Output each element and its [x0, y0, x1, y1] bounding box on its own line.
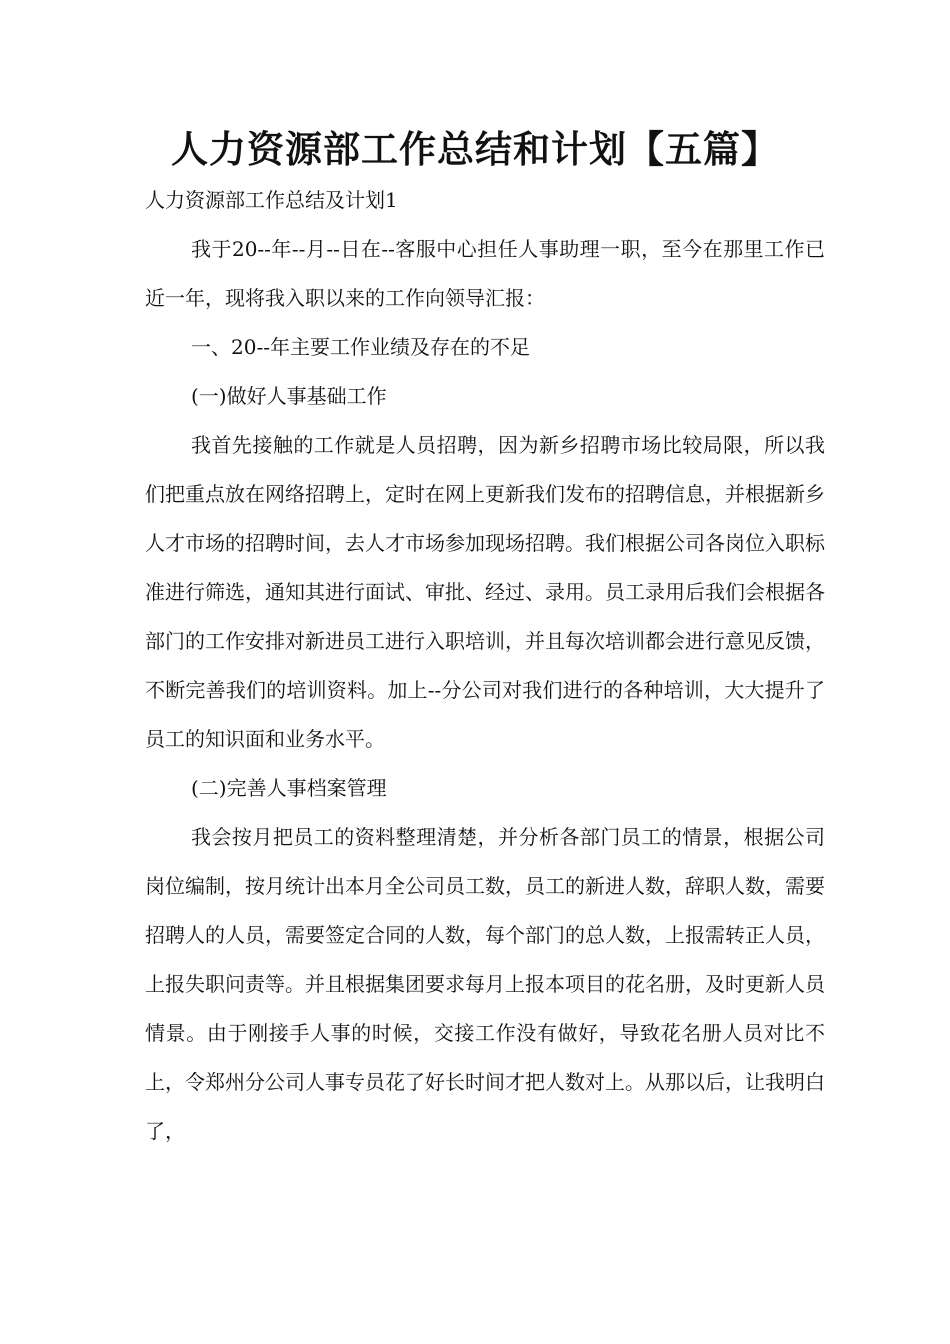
paragraph: 我首先接触的工作就是人员招聘，因为新乡招聘市场比较局限，所以我们把重点放在网络招聘上，定时在网上更新我们发布的招聘信息，并根据新乡人才市场的招聘时间，去人才市场参加现场招聘。我们根据公司各岗位入职标准进行筛选，通知其进行面试、审批、经过、录用。员工录用后我们会根据各部门的工作安排对新进员工进行入职培训，并且每次培训都会进行意见反馈，不断完善我们的培训资料。加上--分公司对我们进行的各种培训，大大提升了员工的知识面和业务水平。: [145, 433, 825, 751]
document-body: [145, 176, 825, 1156]
section-heading: 一、20--年主要工作业绩及存在的不足: [191, 335, 530, 359]
section-subtitle: 人力资源部工作总结及计划1: [145, 188, 398, 212]
document-title: 人力资源部工作总结和计划【五篇】: [171, 128, 779, 171]
subsection-heading: (二)完善人事档案管理: [191, 776, 387, 800]
paragraph: 我会按月把员工的资料整理清楚，并分析各部门员工的情景，根据公司岗位编制，按月统计出本月全公司员工数，员工的新进人数，辞职人数，需要招聘人的人员，需要签定合同的人数，每个部门的总人数，上报需转正人员，上报失职问责等。并且根据集团要求每月上报本项目的花名册，及时更新人员情景。由于刚接手人事的时候，交接工作没有做好，导致花名册人员对比不上，令郑州分公司人事专员花了好长时间才把人数对上。从那以后，让我明白了，: [145, 825, 825, 1143]
paragraph: 我于20--年--月--日在--客服中心担任人事助理一职，至今在那里工作已近一年，现将我入职以来的工作向领导汇报：: [145, 237, 825, 310]
subsection-heading: (一)做好人事基础工作: [191, 384, 387, 408]
